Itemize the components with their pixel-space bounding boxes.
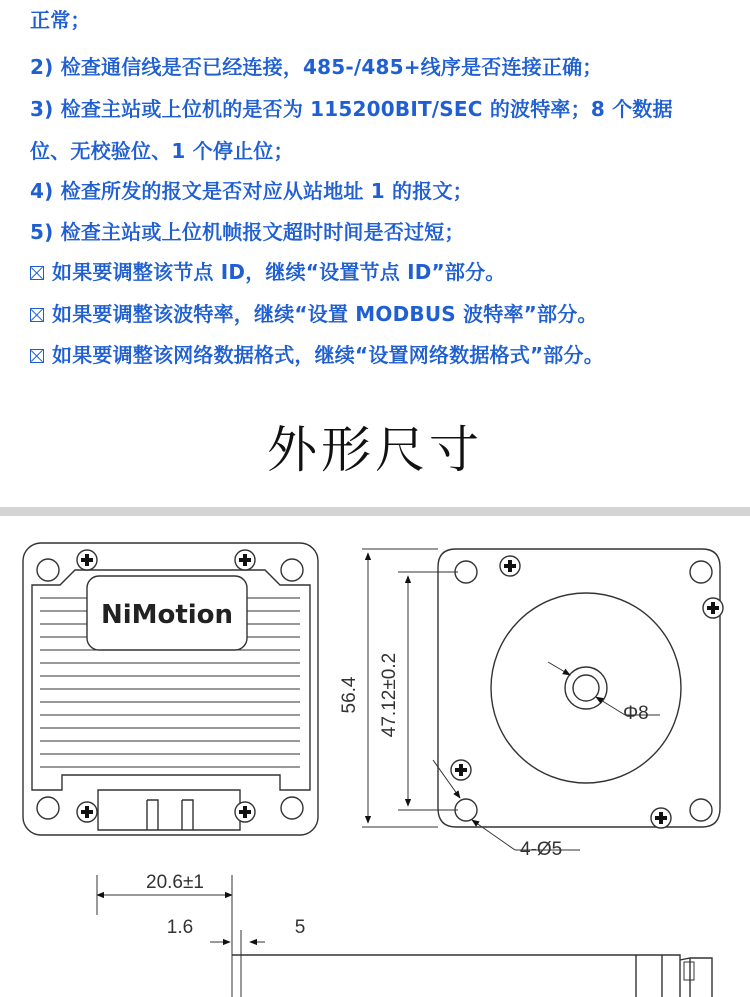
note-line-8: 如果要调整该波特率，继续“设置 MODBUS 波特率”部分。 xyxy=(30,302,598,326)
note-line-3: 3) 检查主站或上位机的是否为 115200BIT/SEC 的波特率；8 个数据 xyxy=(30,97,673,121)
svg-text:4-Ø5: 4-Ø5 xyxy=(520,839,563,860)
svg-text:5: 5 xyxy=(294,917,306,938)
svg-text:1.6: 1.6 xyxy=(166,917,194,938)
note-line-7: 如果要调整该节点 ID，继续“设置节点 ID”部分。 xyxy=(30,260,506,284)
driver-top-view xyxy=(23,543,318,835)
brand-label: NiMotion xyxy=(100,600,234,630)
note-line-2: 2) 检查通信线是否已经连接，485-/485+线序是否连接正确； xyxy=(30,55,603,79)
svg-text:Φ8: Φ8 xyxy=(623,703,649,724)
svg-text:56.4: 56.4 xyxy=(339,676,360,714)
dimension-hole-spacing xyxy=(379,572,458,810)
svg-text:47.12±0.2: 47.12±0.2 xyxy=(379,652,400,738)
motor-front-view xyxy=(438,549,723,828)
note-line-1: 正常； xyxy=(30,8,91,32)
note-line-5: 4) 检查所发的报文是否对应从站地址 1 的报文； xyxy=(30,179,473,203)
note-line-4: 位、无校验位、1 个停止位； xyxy=(30,139,294,163)
motor-side-view xyxy=(97,872,712,997)
section-title: 外形尺寸 xyxy=(267,421,483,479)
note-line-6: 5) 检查主站或上位机帧报文超时时间是否过短； xyxy=(30,220,465,244)
dimension-shaft-diameter xyxy=(548,662,660,724)
svg-text:20.6±1: 20.6±1 xyxy=(146,872,204,893)
note-line-9: 如果要调整该网络数据格式，继续“设置网络数据格式”部分。 xyxy=(30,343,604,367)
